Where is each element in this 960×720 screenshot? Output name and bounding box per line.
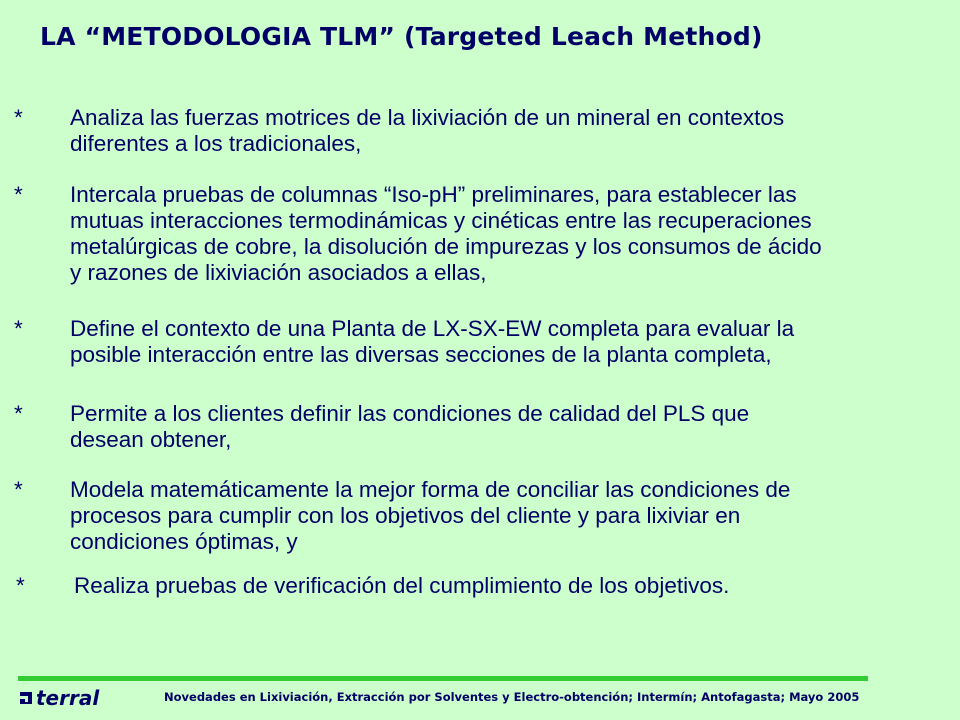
bullet-line: Permite a los clientes definir las condiciones de calidad del PLS que [70, 401, 750, 426]
bullet-line: desean obtener, [70, 427, 232, 452]
bullet-line: metalúrgicas de cobre, la disolución de impurezas y los consumos de ácido [70, 234, 822, 259]
bullet-line: posible interacción entre las diversas secciones de la planta completa, [70, 342, 772, 367]
bullet-line: mutuas interacciones termodinámicas y cinéticas entre las recuperaciones [70, 208, 812, 233]
bullet-line: condiciones óptimas, y [70, 529, 298, 554]
slide-title: LA “METODOLOGIA TLM” (Targeted Leach Method) [40, 22, 763, 51]
logo-wordmark: terral [36, 686, 100, 710]
bullet-line: Define el contexto de una Planta de LX-SX-EW completa para evaluar la [70, 316, 795, 341]
bullet-line: Analiza las fuerzas motrices de la lixiviación de un mineral en contextos [70, 105, 785, 130]
bullet-marker: * [14, 316, 23, 341]
bullet-line: Modela matemáticamente la mejor forma de conciliar las condiciones de [70, 477, 791, 502]
bullet-line: procesos para cumplir con los objetivos del cliente y para lixiviar en [70, 503, 741, 528]
bullet-marker: * [14, 105, 23, 130]
footer-caption: Novedades en Lixiviación, Extracción por Solventes y Electro-obtención; Intermín; Antofagasta; Mayo 2005 [164, 690, 860, 704]
bullet-line: Realiza pruebas de verificación del cumplimiento de los objetivos. [74, 573, 730, 598]
bullet-line: y razones de lixiviación asociados a ellas, [70, 260, 487, 285]
bullet-marker: * [16, 573, 25, 598]
bullet-marker: * [14, 182, 23, 207]
bullet-line: Intercala pruebas de columnas “Iso-pH” preliminares, para establecer las [70, 182, 797, 207]
bullet-marker: * [14, 477, 23, 502]
bullet-line: diferentes a los tradicionales, [70, 131, 362, 156]
footer-divider [18, 676, 868, 681]
bullet-marker: * [14, 401, 23, 426]
terral-logo [18, 686, 150, 710]
